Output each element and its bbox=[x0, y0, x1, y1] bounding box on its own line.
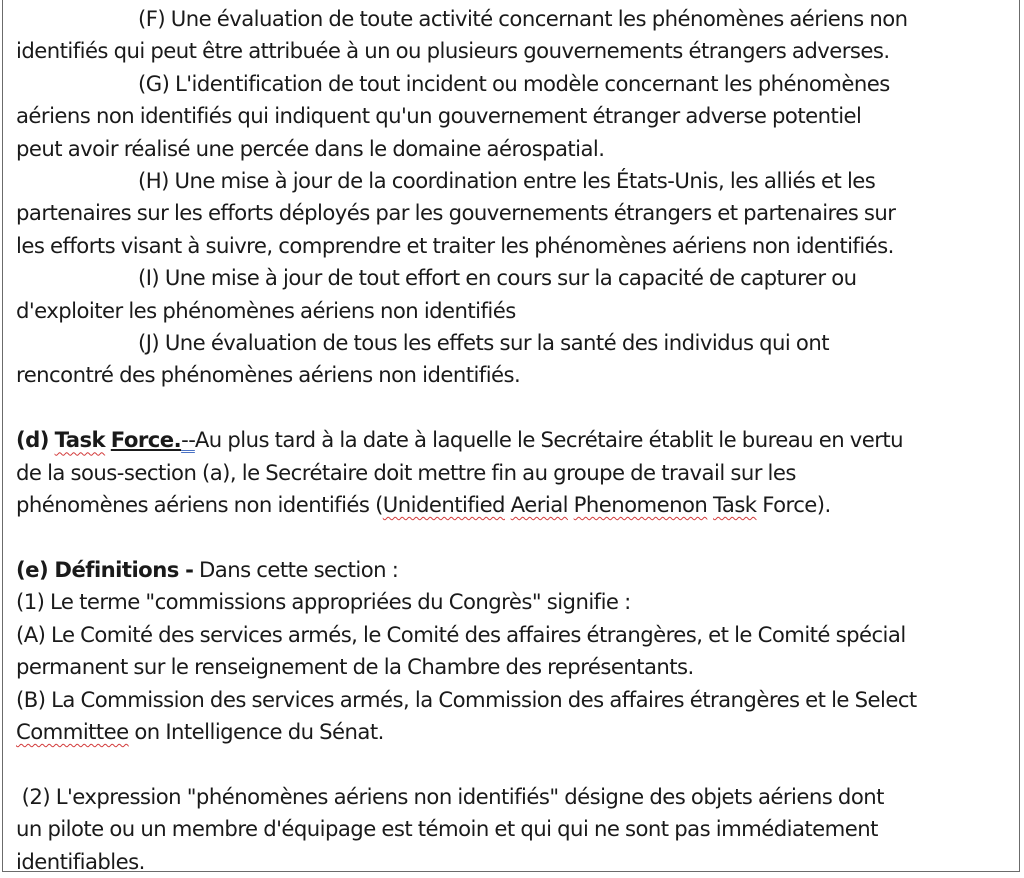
section-e-intro: Dans cette section : bbox=[193, 556, 399, 582]
section-e-item-2-line-2: un pilote ou un membre d'équipage est témoin et qui qui ne sont pas immédiatement bbox=[16, 816, 878, 842]
spell-flag-unidentified: Unidentified bbox=[382, 492, 505, 518]
spell-flag-phenomenon: Phenomenon bbox=[573, 492, 708, 518]
section-e-item-1: (1) Le terme "commissions appropriées du Congrès" signifie : bbox=[16, 589, 631, 615]
paragraph-h-line-3: les efforts visant à suivre, comprendre et traiter les phénomènes aériens non identifiés. bbox=[16, 232, 894, 258]
section-e-label: (e) Définitions - bbox=[16, 556, 194, 582]
paragraph-g-line-1: (G) L'identification de tout incident ou modèle concernant les phénomènes bbox=[138, 70, 890, 96]
section-e-line-1 bbox=[16, 554, 1016, 586]
spell-flag-aerial: Aerial bbox=[510, 492, 568, 518]
section-e-item-2-line-3: identifiables. bbox=[16, 848, 145, 874]
section-d-line-3 bbox=[16, 489, 1016, 521]
paragraph-f-line-2: identifiés qui peut être attribuée à un ou plusieurs gouvernements étrangers adverses. bbox=[16, 38, 890, 64]
section-e-item-a-line-2: permanent sur le renseignement de la Chambre des représentants. bbox=[16, 654, 694, 680]
blank-line bbox=[16, 392, 1016, 424]
section-e-item-2-line-1: (2) L'expression "phénomènes aériens non identifiés" désigne des objets aériens dont bbox=[16, 783, 884, 809]
blank-line bbox=[16, 748, 1016, 780]
paragraph-f-line-1: (F) Une évaluation de toute activité concernant les phénomènes aériens non bbox=[138, 6, 908, 31]
section-d-heading-word-1: Task bbox=[54, 427, 106, 453]
section-d-line-1-text: Au plus tard à la date à laquelle le Secrétaire établit le bureau en vertu bbox=[194, 427, 904, 453]
spell-flag-task: Task bbox=[713, 492, 757, 518]
section-e-item-b-line-2 bbox=[16, 716, 1016, 748]
section-d-line-2: de la sous-section (a), le Secrétaire doit mettre fin au groupe de travail sur les bbox=[16, 459, 796, 485]
section-d-line-1 bbox=[16, 424, 1016, 456]
paragraph-g-line-3: peut avoir réalisé une percée dans le domaine aérospatial. bbox=[16, 135, 605, 161]
section-d-label: (d) bbox=[16, 427, 49, 453]
document-page bbox=[2, 0, 1020, 872]
section-e-item-b-line-1: (B) La Commission des services armés, la Commission des affaires étrangères et le Select bbox=[16, 686, 917, 712]
paragraph-i-line-1: (I) Une mise à jour de tout effort en cours sur la capacité de capturer ou bbox=[138, 265, 857, 291]
paragraph-j-line-2: rencontré des phénomènes aériens non identifiés. bbox=[16, 362, 521, 388]
section-e-item-b-line-2-rest: on Intelligence du Sénat. bbox=[128, 718, 384, 744]
paragraph-h-line-1: (H) Une mise à jour de la coordination entre les États-Unis, les alliés et les bbox=[138, 168, 876, 194]
section-e-item-a-line-1: (A) Le Comité des services armés, le Comité des affaires étrangères, et le Comité spécial bbox=[16, 621, 906, 647]
blank-line bbox=[16, 521, 1016, 553]
section-d-line-3-end: Force). bbox=[756, 492, 831, 518]
section-d-line-3-start: phénomènes aériens non identifiés ( bbox=[16, 492, 383, 518]
paragraph-j-line-1: (J) Une évaluation de tous les effets sur la santé des individus qui ont bbox=[138, 330, 829, 356]
document-body[interactable] bbox=[16, 3, 1016, 878]
spell-flag-committee: Committee bbox=[16, 718, 129, 744]
paragraph-i-line-2: d'exploiter les phénomènes aériens non identifiés bbox=[16, 297, 516, 323]
section-d-dashes: -- bbox=[181, 427, 195, 453]
paragraph-h-line-2: partenaires sur les efforts déployés par les gouvernements étrangers et partenaires sur bbox=[16, 200, 896, 226]
section-d-heading-word-2: Force. bbox=[110, 427, 182, 453]
paragraph-g-line-2: aériens non identifiés qui indiquent qu'un gouvernement étranger adverse potentiel bbox=[16, 103, 862, 129]
